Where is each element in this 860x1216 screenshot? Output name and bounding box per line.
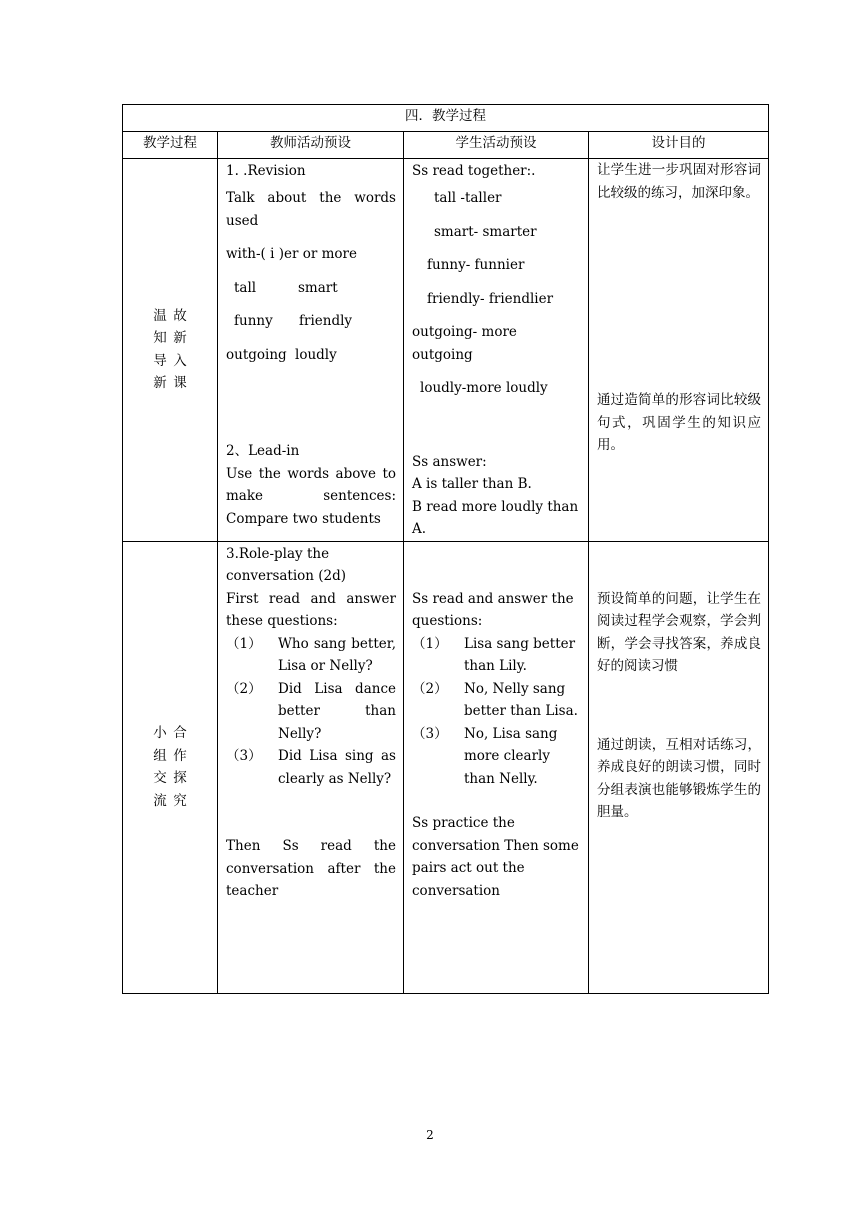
student-answer-questions: Ss read and answer the questions:: [412, 590, 574, 629]
word-loudly: loudly: [295, 346, 337, 363]
student-activity-group: [404, 541, 589, 993]
question-2: （2） Did Lisa dance better than Nelly?: [226, 680, 396, 742]
pair-tall: tall -taller: [434, 190, 502, 206]
header-stage: 教学过程: [123, 132, 218, 159]
teacher-activity-review: [218, 159, 404, 542]
leadin-title: 2、Lead-in: [226, 443, 300, 459]
pair-loudly: loudly-more loudly: [420, 380, 548, 396]
revision-line2: with-( i )er or more: [226, 246, 357, 262]
pair-friendly: friendly- friendlier: [427, 290, 554, 307]
roleplay-line2: conversation (2d): [226, 568, 347, 584]
revision-title: 1. .Revision: [226, 162, 306, 179]
student-answer-2: B read more loudly than A.: [412, 498, 579, 537]
word-tall: tall: [234, 279, 257, 296]
word-smart: smart: [298, 279, 338, 296]
header-teacher: 教师活动预设: [218, 132, 404, 159]
question-3: （3） Did Lisa sing as clearly as Nelly?: [226, 748, 396, 787]
answer-2: （2） No, Nelly sang better than Lisa.: [412, 680, 578, 719]
purpose-review: [589, 159, 769, 542]
pair-outgoing: outgoing- more outgoing: [412, 324, 517, 363]
purpose-review-1: 让学生进一步巩固对形容词比较级的练习，加深印象。: [597, 162, 761, 201]
table-title: 四．教学过程: [123, 105, 769, 132]
stage-group: 小 合 组 作 交 探 流 究: [123, 541, 218, 993]
word-outgoing: outgoing: [226, 346, 287, 363]
then-read-text: Then Ss read the conversation after the teacher: [226, 838, 396, 899]
stage-review: 温 故 知 新 导 入 新 课: [123, 159, 218, 542]
word-funny: funny: [234, 313, 273, 329]
header-purpose: 设计目的: [589, 132, 769, 159]
lesson-process-table: [122, 104, 769, 994]
teacher-activity-group: [218, 541, 404, 993]
answer-1: （1） Lisa sang better than Lily.: [412, 635, 576, 674]
roleplay-line1: 3.Role-play the: [226, 545, 330, 562]
header-student: 学生活动预设: [404, 132, 589, 159]
student-activity-review: [404, 159, 589, 542]
question-1: （1） Who sang better, Lisa or Nelly?: [226, 635, 396, 674]
student-answer-1: A is taller than B.: [412, 476, 532, 492]
answer-3: （3） No, Lisa sang more clearly than Nelly.: [412, 725, 558, 787]
first-read-text: First read and answer these questions:: [226, 590, 396, 629]
purpose-group: [589, 541, 769, 993]
student-answer-intro: Ss answer:: [412, 453, 487, 470]
pair-funny: funny- funnier: [427, 257, 525, 273]
leadin-text: Use the words above to make sentences: Compare two students: [226, 465, 396, 527]
pair-smart: smart- smarter: [434, 223, 537, 240]
purpose-group-1: 预设简单的问题，让学生在阅读过程学会观察，学会判断，学会寻找答案，养成良好的阅读习惯: [597, 590, 761, 674]
page-number: 2: [426, 1128, 434, 1142]
purpose-group-2: 通过朗读，互相对话练习，养成良好的朗读习惯，同时分组表演也能够锻炼学生的胆量。: [597, 736, 761, 820]
revision-line1: Talk about the words used: [226, 190, 396, 229]
student-practice: Ss practice the conversation Then some pairs act out the conversation: [412, 815, 579, 899]
purpose-review-2: 通过造简单的形容词比较级句式，巩固学生的知识应用。: [597, 392, 761, 453]
word-friendly: friendly: [299, 313, 353, 329]
student-read-intro: Ss read together:.: [412, 162, 536, 179]
